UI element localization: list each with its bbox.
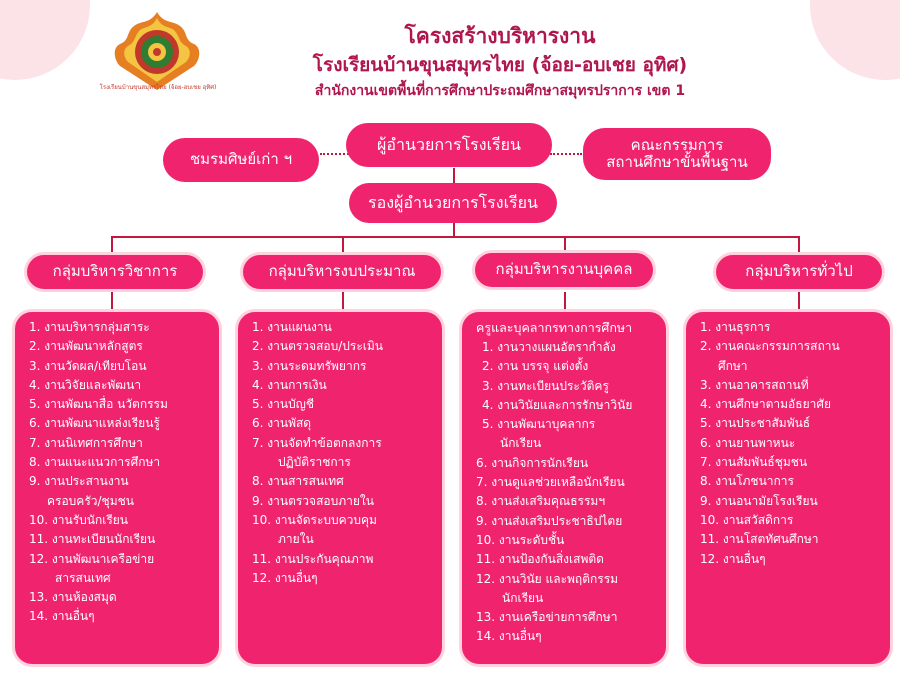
list-item: 12. งานพัฒนาเครือข่าย (29, 551, 155, 566)
list-item: 2. งาน บรรจุ แต่งตั้ง (482, 359, 589, 374)
list-item-continued: นักเรียน (502, 590, 544, 605)
list-item: 13. งานเครือข่ายการศึกษา (476, 610, 618, 625)
list-item: 2. งานพัฒนาหลักสูตร (29, 339, 143, 354)
list-item: 7. งานดูแลช่วยเหลือนักเรียน (476, 475, 625, 490)
list-item: 6. งานยานพาหนะ (700, 435, 796, 450)
list-item: 10. งานสวัสดิการ (700, 512, 794, 527)
personnel-subheading: ครูและบุคลากรทางการศึกษา (476, 320, 633, 335)
list-item: 10. งานระดับชั้น (476, 532, 565, 547)
list-item: 7. งานสัมพันธ์ชุมชน (700, 455, 808, 470)
list-item: 1. งานแผนงาน (252, 320, 332, 334)
group-academic-header: กลุ่มบริหารวิชาการ (24, 252, 206, 292)
alumni-node: ชมรมศิษย์เก่า ฯ (163, 138, 319, 182)
list-item: 1. งานวางแผนอัตรากำลัง (482, 340, 616, 354)
list-item: 8. งานส่งเสริมคุณธรรมฯ (476, 494, 606, 509)
group-budget-box (235, 309, 445, 667)
school-name: โรงเรียนบ้านขุนสมุทรไทย (จ้อย-อบเชย อุทิศ) (312, 54, 688, 76)
list-item: 11. งานป้องกันสิ่งเสพติด (476, 552, 604, 567)
list-item: 5. งานพัฒนาบุคลากร (482, 417, 596, 432)
list-item: 4. งานการเงิน (252, 377, 327, 392)
list-item: 12. งานอื่นๆ (252, 570, 318, 585)
group-personnel-header: กลุ่มบริหารงานบุคคล (472, 250, 656, 290)
list-item: 6. งานพัสดุ (252, 416, 312, 431)
school-logo-icon (102, 10, 212, 92)
list-item: 4. งานศึกษาตามอัธยาศัย (700, 397, 831, 412)
list-item-continued: นักเรียน (500, 436, 542, 451)
list-item: 2. งานตรวจสอบ/ประเมิน (252, 339, 383, 354)
box-connector-2 (342, 292, 344, 309)
list-item: 11. งานประกันคุณภาพ (252, 551, 374, 566)
list-item: 10. งานรับนักเรียน (29, 512, 129, 527)
committee-line-1: คณะกรรมการ (630, 135, 724, 154)
list-item: 9. งานประสานงาน (29, 474, 129, 489)
committee-connector (550, 153, 582, 155)
list-item: 9. งานส่งเสริมประชาธิปไตย (476, 513, 623, 528)
group-general-box (683, 309, 893, 667)
list-item-continued: ภายใน (278, 532, 314, 547)
list-item: 6. งานพัฒนาแหล่งเรียนรู้ (29, 416, 160, 431)
list-item: 3. งานวัดผล/เทียบโอน (29, 358, 147, 373)
deputy-stem (453, 222, 455, 236)
list-item: 4. งานวินัยและการรักษาวินัย (482, 397, 633, 412)
list-item: 12. งานอื่นๆ (700, 551, 766, 566)
list-item: 10. งานจัดระบบควบคุม (252, 512, 377, 527)
committee-node (583, 128, 771, 180)
list-item: 5. งานประชาสัมพันธ์ (700, 416, 811, 431)
box-connector-1 (111, 292, 113, 309)
list-item-continued: ครอบครัว/ชุมชน (47, 493, 134, 508)
director-deputy-connector (453, 168, 455, 184)
group-general-header: กลุ่มบริหารทั่วไป (713, 252, 885, 292)
list-item: 5. งานพัฒนาสื่อ นวัตกรรม (29, 397, 168, 412)
list-item: 4. งานวิจัยและพัฒนา (29, 377, 142, 392)
groups-bus-line (111, 236, 799, 238)
list-item-continued: ปฏิบัติราชการ (278, 455, 351, 470)
list-item: 14. งานอื่นๆ (29, 609, 95, 624)
list-item: 1. งานธุรการ (700, 320, 771, 334)
page-title: โครงสร้างบริหารงาน (404, 24, 596, 48)
logo-caption: โรงเรียนบ้านขุนสมุทรไทย (จ้อย-อบเชย อุทิศ) (99, 84, 217, 91)
list-item: 7. งานนิเทศการศึกษา (29, 435, 143, 450)
committee-line-2: สถานศึกษาขั้นพื้นฐาน (606, 153, 748, 171)
list-item: 9. งานตรวจสอบภายใน (252, 493, 374, 508)
list-item: 11. งานโสตทัศนศึกษา (700, 532, 819, 547)
list-item: 2. งานคณะกรรมการสถาน (700, 339, 840, 354)
list-item: 13. งานห้องสมุด (29, 590, 117, 605)
list-item: 3. งานระดมทรัพยากร (252, 358, 367, 373)
deputy-node: รองผู้อำนวยการโรงเรียน (349, 183, 557, 223)
list-item: 12. งานวินัย และพฤติกรรม (476, 571, 619, 586)
list-item: 8. งานโภชนาการ (700, 474, 794, 489)
list-item: 11. งานทะเบียนนักเรียน (29, 532, 156, 547)
group-budget-header: กลุ่มบริหารงบประมาณ (240, 252, 444, 292)
corner-decoration-right (810, 0, 900, 80)
list-item: 5. งานบัญชี (252, 397, 315, 412)
list-item: 1. งานบริหารกลุ่มสาระ (29, 320, 150, 334)
list-item-continued: สารสนเทศ (55, 570, 111, 585)
list-item: 6. งานกิจการนักเรียน (476, 455, 589, 470)
box-connector-4 (798, 292, 800, 309)
list-item: 3. งานอาคารสถานที่ (700, 377, 809, 392)
list-item-continued: ศึกษา (718, 358, 748, 373)
list-item: 7. งานจัดทำข้อตกลงการ (252, 435, 382, 450)
list-item: 14. งานอื่นๆ (476, 629, 542, 644)
office-name: สำนักงานเขตพื้นที่การศึกษาประถมศึกษาสมุทรปราการ เขต 1 (314, 83, 686, 99)
list-item: 8. งานสารสนเทศ (252, 474, 344, 489)
list-item: 9. งานอนามัยโรงเรียน (700, 493, 818, 508)
group-academic-box (12, 309, 222, 667)
list-item: 8. งานแนะแนวการศึกษา (29, 455, 161, 470)
director-node: ผู้อำนวยการโรงเรียน (346, 123, 552, 167)
group-personnel-box (459, 309, 669, 667)
corner-decoration-left (0, 0, 90, 80)
list-item: 3. งานทะเบียนประวัติครู (482, 378, 609, 393)
box-connector-3 (564, 292, 566, 309)
